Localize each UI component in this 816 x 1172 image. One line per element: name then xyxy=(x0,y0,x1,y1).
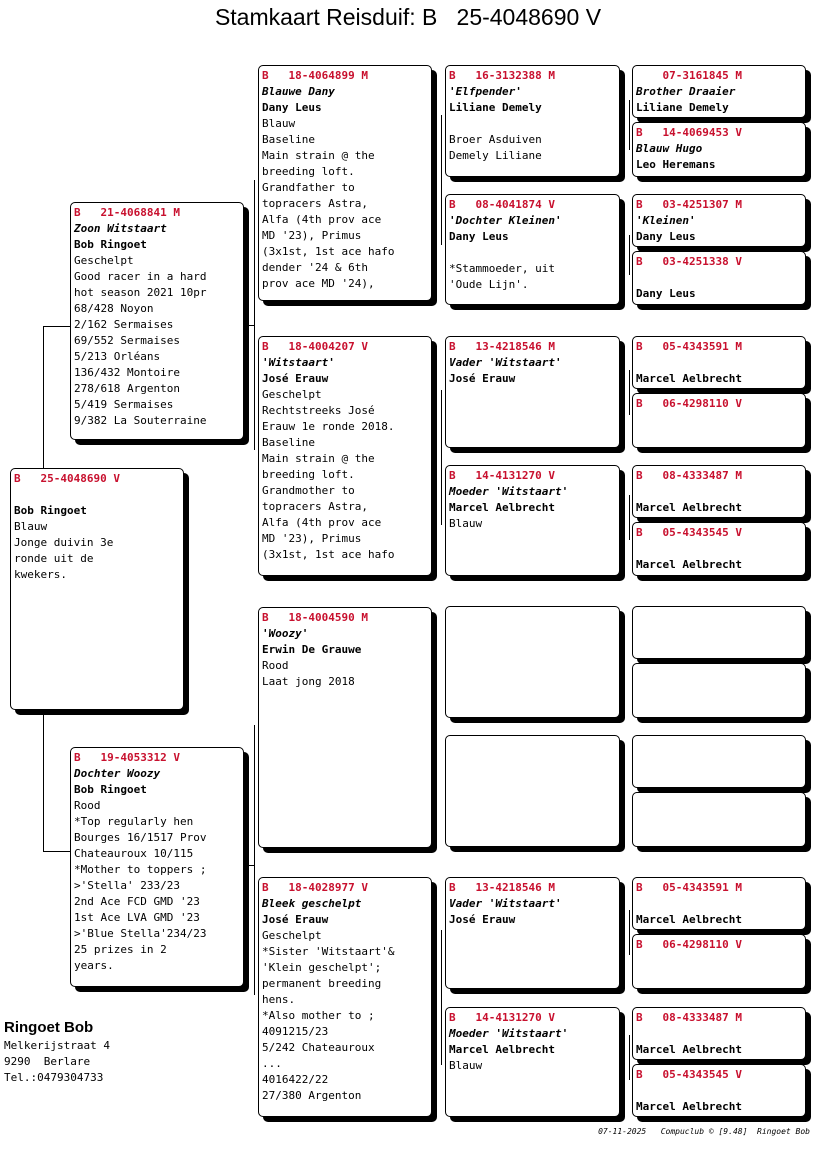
connector-line xyxy=(441,930,442,1065)
detail-line: prov ace MD '24), xyxy=(262,277,375,290)
breeder-name: Leo Heremans xyxy=(636,158,716,171)
ring-number: B 18-4004590 M xyxy=(262,611,368,624)
pigeon-name: 'Witstaart' xyxy=(262,356,335,369)
ring-number: B 13-4218546 M xyxy=(449,881,555,894)
detail-line: *Also mother to ; xyxy=(262,1009,375,1022)
connector-line xyxy=(254,180,255,450)
detail-line: Rood xyxy=(74,799,101,812)
connector-line xyxy=(248,865,254,866)
detail-line: Jonge duivin 3e xyxy=(14,536,114,549)
pigeon-card-g4[interactable] xyxy=(632,251,806,305)
pigeon-name xyxy=(636,355,802,371)
detail-line: years. xyxy=(74,959,114,972)
ring-number: B 08-4041874 V xyxy=(449,198,555,211)
ring-number: B 05-4343545 V xyxy=(636,1068,742,1081)
breeder-name: José Erauw xyxy=(262,372,329,385)
detail-line: 27/380 Argenton xyxy=(262,1089,362,1102)
pigeon-name xyxy=(636,896,802,912)
detail-line: *Mother to toppers ; xyxy=(74,863,207,876)
detail-line: *Stammoeder, uit xyxy=(449,262,555,275)
pigeon-name: 'Elfpender' xyxy=(449,85,522,98)
detail-line: 25 prizes in 2 xyxy=(74,943,167,956)
pigeon-name xyxy=(636,484,802,500)
breeder-name: Erwin De Grauwe xyxy=(262,643,362,656)
pigeon-name: Vader 'Witstaart' xyxy=(449,897,562,910)
breeder-name: Marcel Aelbrecht xyxy=(636,558,742,571)
detail-line: MD '23), Primus xyxy=(262,532,362,545)
detail-line: Chateauroux 10/115 xyxy=(74,847,194,860)
pigeon-name: Zoon Witstaart xyxy=(74,222,167,235)
ring-number: 07-3161845 M xyxy=(636,69,742,82)
breeder-name: Marcel Aelbrecht xyxy=(636,501,742,514)
pigeon-card-dsd[interactable] xyxy=(445,735,620,847)
detail-line: 2/162 Sermaises xyxy=(74,318,174,331)
detail-line: Geschelpt xyxy=(262,929,322,942)
ring-number: B 13-4218546 M xyxy=(449,340,555,353)
pigeon-name: 'Kleinen' xyxy=(636,214,696,227)
breeder-name: Marcel Aelbrecht xyxy=(636,913,742,926)
pigeon-card-dds[interactable] xyxy=(445,877,620,989)
detail-line xyxy=(449,116,616,132)
ring-number: B 06-4298110 V xyxy=(636,397,742,410)
pigeon-name: Brother Draaier xyxy=(636,85,736,98)
breeder-name: Dany Leus xyxy=(449,230,509,243)
detail-line: Bourges 16/1517 Prov xyxy=(74,831,207,844)
detail-line: ... xyxy=(262,1057,282,1070)
pigeon-card-sds[interactable] xyxy=(445,336,620,448)
pigeon-card-g10[interactable] xyxy=(632,663,806,718)
pigeon-card-dam-dam[interactable] xyxy=(258,877,432,1117)
connector-line xyxy=(629,235,630,275)
pigeon-card-g5[interactable] xyxy=(632,336,806,389)
detail-line: topracers Astra, xyxy=(262,197,368,210)
pigeon-card-subject[interactable] xyxy=(10,468,184,710)
connector-line xyxy=(43,851,71,852)
detail-line: 1st Ace LVA GMD '23 xyxy=(74,911,200,924)
ring-number: B 08-4333487 M xyxy=(636,469,742,482)
detail-line: Geschelpt xyxy=(262,388,322,401)
detail-line: Broer Asduiven xyxy=(449,133,542,146)
pigeon-name: Moeder 'Witstaart' xyxy=(449,1027,569,1040)
pigeon-card-ssd[interactable] xyxy=(445,194,620,305)
connector-line xyxy=(254,725,255,995)
ring-number: B 16-3132388 M xyxy=(449,69,555,82)
connector-line xyxy=(248,325,254,326)
detail-line: 4091215/23 xyxy=(262,1025,329,1038)
ring-number: B 14-4131270 V xyxy=(449,1011,555,1024)
detail-line: 68/428 Noyon xyxy=(74,302,154,315)
ring-number: B 08-4333487 M xyxy=(636,1011,742,1024)
pigeon-card-g11[interactable] xyxy=(632,735,806,788)
breeder-name: Dany Leus xyxy=(636,230,696,243)
connector-line xyxy=(629,100,630,150)
ring-number: B 18-4064899 M xyxy=(262,69,368,82)
pigeon-card-g14[interactable] xyxy=(632,934,806,989)
pigeon-name xyxy=(636,541,802,557)
detail-line: Blauw xyxy=(449,1059,483,1072)
pigeon-card-dss[interactable] xyxy=(445,606,620,718)
breeder-name: Marcel Aelbrecht xyxy=(636,1043,742,1056)
connector-line xyxy=(629,370,630,415)
detail-line: 4016422/22 xyxy=(262,1073,329,1086)
owner-phone: Tel.:0479304733 xyxy=(4,1071,104,1084)
detail-line: Demely Liliane xyxy=(449,149,542,162)
breeder-name: José Erauw xyxy=(262,913,329,926)
connector-line xyxy=(629,1035,630,1080)
detail-line xyxy=(449,245,616,261)
detail-line: 69/552 Sermaises xyxy=(74,334,180,347)
detail-line: Blauw xyxy=(449,517,483,530)
detail-line: Grandfather to xyxy=(262,181,355,194)
footer-credits: 07-11-2025 Compuclub © [9.48] Ringoet Bob xyxy=(598,1127,810,1136)
pigeon-card-g3[interactable] xyxy=(632,194,806,247)
detail-line: ronde uit de xyxy=(14,552,94,565)
detail-line: Main strain @ the xyxy=(262,149,375,162)
pigeon-card-sdd[interactable] xyxy=(445,465,620,576)
pigeon-card-g8[interactable] xyxy=(632,522,806,576)
pigeon-card-g2[interactable] xyxy=(632,122,806,177)
pigeon-card-g9[interactable] xyxy=(632,606,806,659)
detail-line: Blauw xyxy=(262,117,296,130)
breeder-name: Liliane Demely xyxy=(449,101,542,114)
connector-line xyxy=(629,495,630,540)
detail-line: Erauw 1e ronde 2018. xyxy=(262,420,395,433)
detail-line: Blauw xyxy=(14,520,48,533)
ring-number: B 05-4343591 M xyxy=(636,340,742,353)
detail-line: Alfa (4th prov ace xyxy=(262,213,382,226)
pigeon-card-g15[interactable] xyxy=(632,1007,806,1060)
detail-line: topracers Astra, xyxy=(262,500,368,513)
pigeon-card-g12[interactable] xyxy=(632,792,806,847)
breeder-name: Bob Ringoet xyxy=(74,238,147,251)
breeder-name: Marcel Aelbrecht xyxy=(449,1043,555,1056)
owner-city: 9290 Berlare xyxy=(4,1055,91,1068)
pigeon-name: Blauwe Dany xyxy=(262,85,335,98)
detail-line: Baseline xyxy=(262,436,315,449)
ring-number: B 03-4251307 M xyxy=(636,198,742,211)
detail-line: Laat jong 2018 xyxy=(262,675,355,688)
connector-line xyxy=(43,326,71,327)
detail-line: Baseline xyxy=(262,133,315,146)
breeder-name: Marcel Aelbrecht xyxy=(636,1100,742,1113)
pigeon-card-g1[interactable] xyxy=(632,65,806,118)
breeder-name: Dany Leus xyxy=(262,101,322,114)
owner-address-block xyxy=(4,1018,110,1086)
pigeon-card-sire[interactable] xyxy=(70,202,244,440)
pigeon-name: Bleek geschelpt xyxy=(262,897,362,910)
detail-line: Geschelpt xyxy=(74,254,134,267)
pigeon-card-sss[interactable] xyxy=(445,65,620,177)
ring-number: B 05-4343545 V xyxy=(636,526,742,539)
detail-line: 5/419 Sermaises xyxy=(74,398,174,411)
pigeon-name xyxy=(14,487,180,503)
detail-line: breeding loft. xyxy=(262,468,355,481)
detail-line: 2nd Ace FCD GMD '23 xyxy=(74,895,200,908)
breeder-name: Marcel Aelbrecht xyxy=(449,501,555,514)
pigeon-name: 'Dochter Kleinen' xyxy=(449,214,562,227)
connector-line xyxy=(43,713,44,851)
detail-line: 'Klein geschelpt'; xyxy=(262,961,382,974)
detail-line: Grandmother to xyxy=(262,484,355,497)
breeder-name: Bob Ringoet xyxy=(74,783,147,796)
breeder-name: José Erauw xyxy=(449,372,516,385)
ring-number: B 18-4004207 V xyxy=(262,340,368,353)
detail-line: *Sister 'Witstaart'& xyxy=(262,945,395,958)
pigeon-name: 'Woozy' xyxy=(262,627,309,640)
ring-number: B 14-4069453 V xyxy=(636,126,742,139)
pigeon-card-g13[interactable] xyxy=(632,877,806,930)
detail-line: 136/432 Montoire xyxy=(74,366,180,379)
detail-line: 9/382 La Souterraine xyxy=(74,414,207,427)
ring-number: B 05-4343591 M xyxy=(636,881,742,894)
breeder-name: Bob Ringoet xyxy=(14,504,87,517)
detail-line: 278/618 Argenton xyxy=(74,382,180,395)
connector-line xyxy=(441,390,442,525)
breeder-name: Marcel Aelbrecht xyxy=(636,372,742,385)
detail-line: *Top regularly hen xyxy=(74,815,194,828)
owner-name: Ringoet Bob xyxy=(4,1019,94,1036)
detail-line: 5/242 Chateauroux xyxy=(262,1041,375,1054)
connector-line xyxy=(441,115,442,245)
pigeon-name xyxy=(636,1083,802,1099)
detail-line: hot season 2021 10pr xyxy=(74,286,207,299)
detail-line: 'Oude Lijn'. xyxy=(449,278,529,291)
ring-number: B 19-4053312 V xyxy=(74,751,180,764)
pigeon-card-dam-sire[interactable] xyxy=(258,607,432,848)
breeder-name: Liliane Demely xyxy=(636,101,729,114)
detail-line: breeding loft. xyxy=(262,165,355,178)
detail-line: >'Stella' 233/23 xyxy=(74,879,180,892)
ring-number: B 21-4068841 M xyxy=(74,206,180,219)
pigeon-name: Vader 'Witstaart' xyxy=(449,356,562,369)
detail-line: (3x1st, 1st ace hafo xyxy=(262,548,395,561)
owner-street: Melkerijstraat 4 xyxy=(4,1039,110,1052)
detail-line: (3x1st, 1st ace hafo xyxy=(262,245,395,258)
detail-line: Main strain @ the xyxy=(262,452,375,465)
detail-line: 5/213 Orléans xyxy=(74,350,161,363)
detail-line: kwekers. xyxy=(14,568,67,581)
detail-line: Alfa (4th prov ace xyxy=(262,516,382,529)
connector-line xyxy=(43,326,44,469)
pigeon-name xyxy=(636,1026,802,1042)
pigeon-name xyxy=(636,270,802,286)
detail-line: permanent breeding xyxy=(262,977,382,990)
detail-line: hens. xyxy=(262,993,296,1006)
pigeon-name: Moeder 'Witstaart' xyxy=(449,485,569,498)
ring-number: B 25-4048690 V xyxy=(14,472,120,485)
connector-line xyxy=(629,910,630,955)
pigeon-card-sire-sire[interactable] xyxy=(258,65,432,301)
ring-number: B 06-4298110 V xyxy=(636,938,742,951)
detail-line: Rechtstreeks José xyxy=(262,404,375,417)
detail-line: dender '24 & 6th xyxy=(262,261,368,274)
breeder-name: Dany Leus xyxy=(636,287,696,300)
pigeon-card-ddd[interactable] xyxy=(445,1007,620,1117)
pigeon-card-g16[interactable] xyxy=(632,1064,806,1117)
detail-line: >'Blue Stella'234/23 xyxy=(74,927,207,940)
pigeon-card-g6[interactable] xyxy=(632,393,806,448)
page-title: Stamkaart Reisduif: B 25-4048690 V xyxy=(214,4,602,30)
pigeon-card-sire-dam[interactable] xyxy=(258,336,432,576)
breeder-name: José Erauw xyxy=(449,913,516,926)
pigeon-card-dam[interactable] xyxy=(70,747,244,987)
ring-number: B 18-4028977 V xyxy=(262,881,368,894)
detail-line: Good racer in a hard xyxy=(74,270,207,283)
ring-number: B 14-4131270 V xyxy=(449,469,555,482)
pigeon-name: Blauw Hugo xyxy=(636,142,703,155)
pigeon-card-g7[interactable] xyxy=(632,465,806,518)
detail-line: MD '23), Primus xyxy=(262,229,362,242)
ring-number: B 03-4251338 V xyxy=(636,255,742,268)
pigeon-name: Dochter Woozy xyxy=(74,767,161,780)
detail-line: Rood xyxy=(262,659,289,672)
